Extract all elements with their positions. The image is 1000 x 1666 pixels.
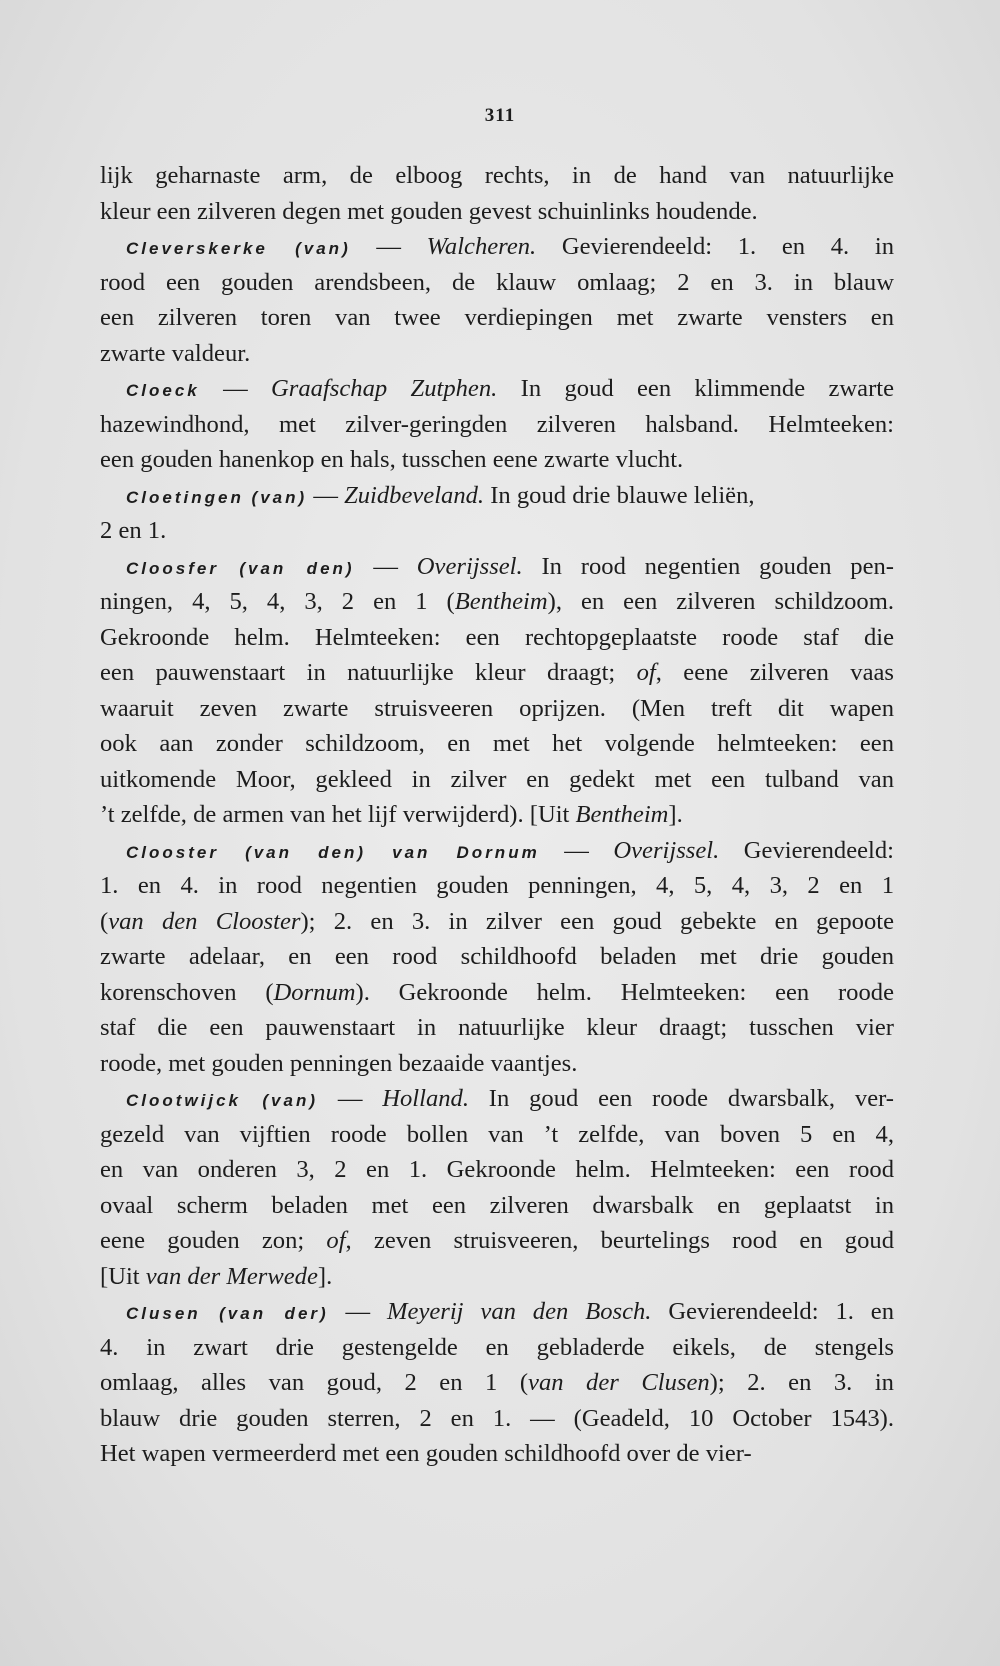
text-run: ). Gekroonde helm. Helmteeken: een roode [355,978,894,1006]
text-run: ); 2. en 3. in zilver een goud gebekte en gepoote [300,907,894,935]
text-run: ningen, 4, 5, 4, 3, 2 en 1 ( [100,588,455,615]
text-run: korenschoven ( [100,978,274,1006]
text-run: In goud een klimmende zwarte [497,375,895,402]
text-run: , eene zilveren vaas [655,659,894,686]
text-run: ), en een zilveren schildzoom. [547,588,894,615]
text-line [100,1223,894,1259]
text-run: In rood negentien gouden pen- [522,552,894,580]
text-run: — [318,1085,383,1112]
entry-name: Clusen (van der) [126,1304,329,1323]
text-line [100,1436,894,1472]
text-run: Het wapen vermeerderd met een gouden schildhoofd over de vier- [100,1440,752,1467]
text-line [100,1188,894,1224]
text-line [100,1152,894,1188]
text-line [100,1401,894,1437]
text-run: — [307,481,345,509]
text-run: 4. in zwart drie gestengelde en gebladerde eikels, de stengels [100,1333,894,1361]
text-run: Gekroonde helm. Helmteeken: een rechtopgeplaatste roode staf die [100,623,894,651]
text-line [100,939,894,975]
text-run: — [354,552,417,580]
text-line [100,442,894,478]
italic-text: Holland. [382,1085,469,1112]
text-run: eene gouden zon; [100,1227,327,1254]
italic-text: van den Clooster [108,907,301,935]
text-line [100,1117,894,1153]
text-run: 2 en 1. [100,517,167,544]
text-run: ook aan zonder schildzoom, en met het volgende helmteeken: een [100,730,894,757]
text-line [100,265,894,301]
text-run: kleur een zilveren degen met gouden gevest schuinlinks houdende. [100,197,758,225]
text-run: zwarte valdeur. [100,339,251,367]
italic-text: van der Clusen [528,1369,710,1396]
text-line [100,478,894,514]
text-run: 1. en 4. in rood negentien gouden penningen, 4, 5, 4, 3, 2 en 1 [100,872,894,899]
italic-text: Walcheren. [426,233,537,260]
entry-name: Cloeck [126,381,200,400]
text-run: gezeld van vijftien roode bollen van ’t zelfde, van boven 5 en 4, [100,1120,894,1148]
text-line [100,549,894,585]
text-line [100,904,894,940]
italic-text: Graafschap Zutphen. [271,375,498,402]
text-line [100,194,894,230]
text-run: Gevierendeeld: 1. en 4. in [536,233,894,260]
text-run: omlaag, alles van goud, 2 en 1 ( [100,1369,529,1396]
text-line [100,1259,894,1295]
page-text [100,158,894,1472]
text-run: rood een gouden arendsbeen, de klauw omlaag; 2 en 3. in blauw [100,268,894,296]
text-run: In goud een roode dwarsbalk, ver- [469,1085,894,1112]
text-line [100,300,894,336]
text-line [100,1330,894,1366]
entry-name: Cleverskerke (van) [126,239,351,258]
text-run: ); 2. en 3. in [709,1369,894,1396]
text-line [100,1365,894,1401]
text-run: Gevierendeeld: [719,836,895,864]
text-line [100,975,894,1011]
text-line [100,158,894,194]
text-run: hazewindhond, met zilver-geringden zilveren halsband. Helmteeken: [100,410,894,438]
text-run: ]. [668,801,683,828]
text-line [100,833,894,869]
text-run: een zilveren toren van twee verdiepingen met zwarte vensters en [100,304,894,331]
italic-text: Bentheim [575,801,669,828]
text-line [100,726,894,762]
text-run: blauw drie gouden sterren, 2 en 1. — (Geadeld, 10 October 1543). [100,1404,894,1432]
text-run: staf die een pauwenstaart in natuurlijke kleur draagt; tusschen vier [100,1014,894,1041]
text-line [100,691,894,727]
text-run: Gevierendeeld: 1. en [651,1298,894,1325]
text-line [100,229,894,265]
text-line [100,797,894,833]
entry-name: Cloosfer (van den) [126,558,355,578]
text-run: uitkomende Moor, gekleed in zilver en gedekt met een tulband van [100,765,894,793]
entry-name: Clootwijck (van) [126,1091,319,1110]
entry-name: Clooster (van den) van Dornum [126,842,540,862]
text-run: — [199,375,272,402]
italic-text: van der Merwede [145,1262,318,1290]
italic-text: Bentheim [454,588,548,615]
entry-name: Cloetingen (van) [126,487,308,507]
text-run: ( [100,907,109,935]
text-run: [Uit [100,1262,146,1290]
text-line [100,1010,894,1046]
text-run: In goud drie blauwe leliën, [484,481,755,509]
italic-text: Dornum [273,978,356,1006]
text-run: ovaal scherm beladen met een zilveren dwarsbalk en geplaatst in [100,1191,894,1219]
text-line [100,336,894,372]
text-run: zwarte adelaar, en een rood schildhoofd beladen met drie gouden [100,943,894,970]
text-run: een gouden hanenkop en hals, tusschen eene zwarte vlucht. [100,446,684,473]
text-run: waaruit zeven zwarte struisveeren oprijzen. (Men treft dit wapen [100,694,894,722]
italic-text: of [636,659,656,686]
italic-text: Overijssel. [416,552,523,580]
italic-text: of [326,1227,346,1254]
text-run: — [328,1298,388,1325]
italic-text: Overijssel. [613,836,720,864]
page-number: 311 [484,105,516,126]
text-run: ’t zelfde, de armen van het lijf verwijderd). [Uit [100,801,576,828]
text-run: en van onderen 3, 2 en 1. Gekroonde helm. Helmteeken: een rood [100,1156,894,1183]
text-line [100,1046,894,1082]
italic-text: Zuidbeveland. [344,481,485,509]
text-line [100,1294,894,1330]
text-run: , zeven struisveeren, beurtelings rood en goud [345,1227,894,1254]
text-line [100,513,894,549]
text-line [100,868,894,904]
text-line [100,620,894,656]
text-line [100,762,894,798]
text-line [100,371,894,407]
text-run: roode, met gouden penningen bezaaide vaantjes. [100,1049,578,1077]
text-run: — [539,836,614,864]
text-run: — [350,233,427,260]
text-line [100,407,894,443]
text-run: een pauwenstaart in natuurlijke kleur draagt; [100,659,637,686]
italic-text: Meyerij van den Bosch. [387,1298,652,1325]
text-line [100,584,894,620]
text-run: lijk geharnaste arm, de elboog rechts, in de hand van natuurlijke [100,162,894,189]
text-line [100,1081,894,1117]
text-line [100,655,894,691]
text-run: ]. [317,1262,333,1290]
